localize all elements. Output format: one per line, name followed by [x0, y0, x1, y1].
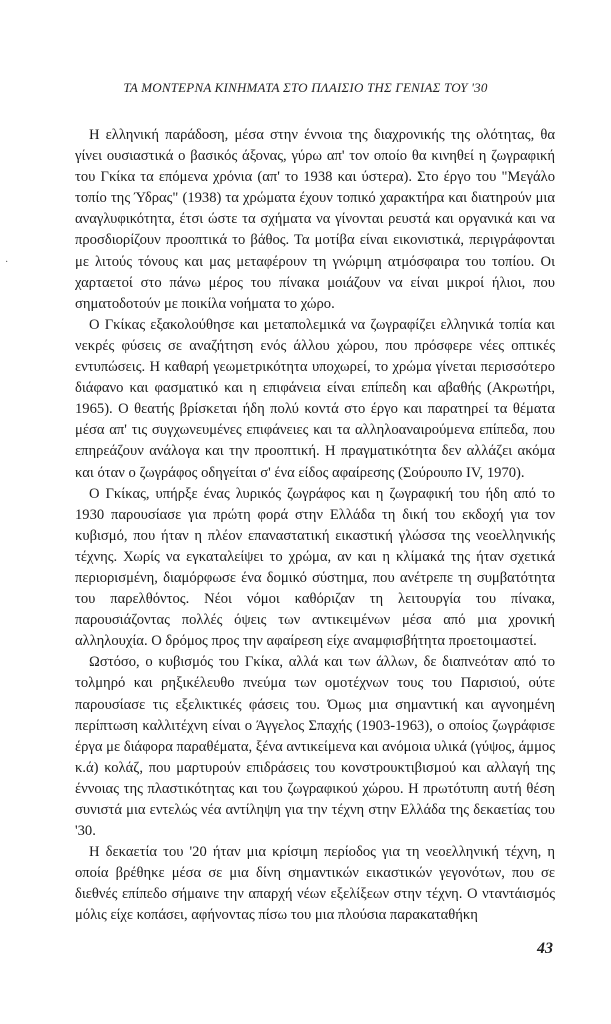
paragraph-3: Ο Γκίκας, υπήρξε ένας λυρικός ζωγράφος και η ζωγραφική του ήδη από το 1930 παρουσίασε για πρώτη φορά στην Ελλάδα τη δική του εκδοχή για τον κυβισμό, που ήταν η πλέον επαναστατική εικαστική γλώσσα της νεοελληνικής τέχνης. Χωρίς να εγκαταλείψει το χρώμα, αν και η κλίμακά της ήταν σχετικά περιορισμένη, διαμόρφωσε ένα δομικό σύστημα, που ανέτρεπε τη συμβατότητα του παρελθόντος. Νέοι νόμοι καθόριζαν τη λειτουργία του πίνακα, παρουσιάζοντας πολλές όψεις των αντικειμένων μέσα από μια χρονική αλληλουχία. Ο δρόμος προς την αφαίρεση είχε αναμφισβήτητα προετοιμαστεί. — [75, 485, 555, 650]
margin-mark: · — [5, 257, 9, 268]
body-text — [75, 125, 555, 927]
page-number: 43 — [537, 940, 553, 957]
running-title: ΤΑ ΜΟΝΤΕΡΝΑ ΚΙΝΗΜΑΤΑ ΣΤΟ ΠΛΑΙΣΙΟ ΤΗΣ ΓΕΝΙΑΣ ΤΟΥ '30 — [123, 80, 488, 95]
paragraph-4: Ωστόσο, ο κυβισμός του Γκίκα, αλλά και των άλλων, δε διαπνεόταν από το τολμηρό και ρηξικέλευθο πνεύμα των ομοτέχνων τους του Παρισιού, ούτε παρουσίασε τις εξελικτικές φάσεις του. Όμως μια σημαντική και αγνοημένη περίπτωση καλλιτέχνη είναι ο Άγγελος Σπαχής (1903-1963), ο οποίος ζωγράφισε έργα με διάφορα παραθέματα, ξένα αντικείμενα και ανόμοια υλικά (γύψος, άμμος κ.ά) κολάζ, που μαρτυρούν επιδράσεις του κονστρουκτιβισμού και αλλαγή της έννοιας της πλαστικότητας και του ζωγραφικού χώρου. Η πρωτότυπη αυτή θέση συνιστά μια εντελώς νέα αντίληψη για την τέχνη στην Ελλάδα της δεκαετίας του '30. — [75, 654, 555, 840]
paragraph-1: Η ελληνική παράδοση, μέσα στην έννοια της διαχρονικής της ολότητας, θα γίνει ουσιαστικά ο βασικός άξονας, γύρω απ' τον οποίο θα κινηθεί η ζωγραφική του Γκίκα τα επόμενα χρόνια (απ' το 1938 και ύστερα). Στο έργο του "Μεγάλο τοπίο της Ύδρας" (1938) τα χρώματα έχουν τοπικό χαρακτήρα και διατηρούν μια αναγλυφικότητα, έτσι ώστε τα σχήματα να γίνονται ρευστά και οργανικά και να προσδιορίζουν προοπτικά το βάθος. Τα μοτίβα είναι εικονιστικά, περιγράφονται με λιτούς τόνους και μας μεταφέρουν τη γνώριμη ατμόσφαιρα του τοπίου. Οι χαρταετοί στο πάνω μέρος του πίνακα μοιάζουν να είναι μικροί ήλιοι, που σηματοδοτούν με ποικίλα νοήματα το χώρο. — [75, 127, 555, 312]
paragraph-5: Η δεκαετία του '20 ήταν μια κρίσιμη περίοδος για τη νεοελληνική τέχνη, η οποία βρέθηκε μέσα σε μια δίνη σημαντικών εικαστικών γεγονότων, που σε διεθνές επίπεδο σήμαινε την απαρχή νέων εξελίξεων στην τέχνη. Ο νταντάισμός μόλις είχε κοπάσει, αφήνοντας πίσω του μια πλούσια παρακαταθήκη — [75, 844, 555, 924]
paragraph-2: Ο Γκίκας εξακολούθησε και μεταπολεμικά να ζωγραφίζει ελληνικά τοπία και νεκρές φύσεις σε αναζήτηση ενός άλλου χώρου, που πρόσφερε νέες οπτικές εντυπώσεις. Η καθαρή γεωμετρικότητα υποχωρεί, το χρώμα γίνεται περισσότερο διάφανο και φασματικό και η επιφάνεια είναι επίπεδη και αβαθής (Ακρωτήρι, 1965). Ο θεατής βρίσκεται ήδη πολύ κοντά στο έργο και παρατηρεί τα θέματα μέσα απ' τις συγχωνευμένες επιφάνειες και τα αλληλοαναιρούμενα επίπεδα, που επηρεάζουν ανάλογα και την προοπτική. Η πραγματικότητα δεν αλλάζει ακόμα και όταν ο ζωγράφος οδηγείται σ' ένα είδος αφαίρεσης (Σούρουπο IV, 1970). — [75, 316, 555, 481]
